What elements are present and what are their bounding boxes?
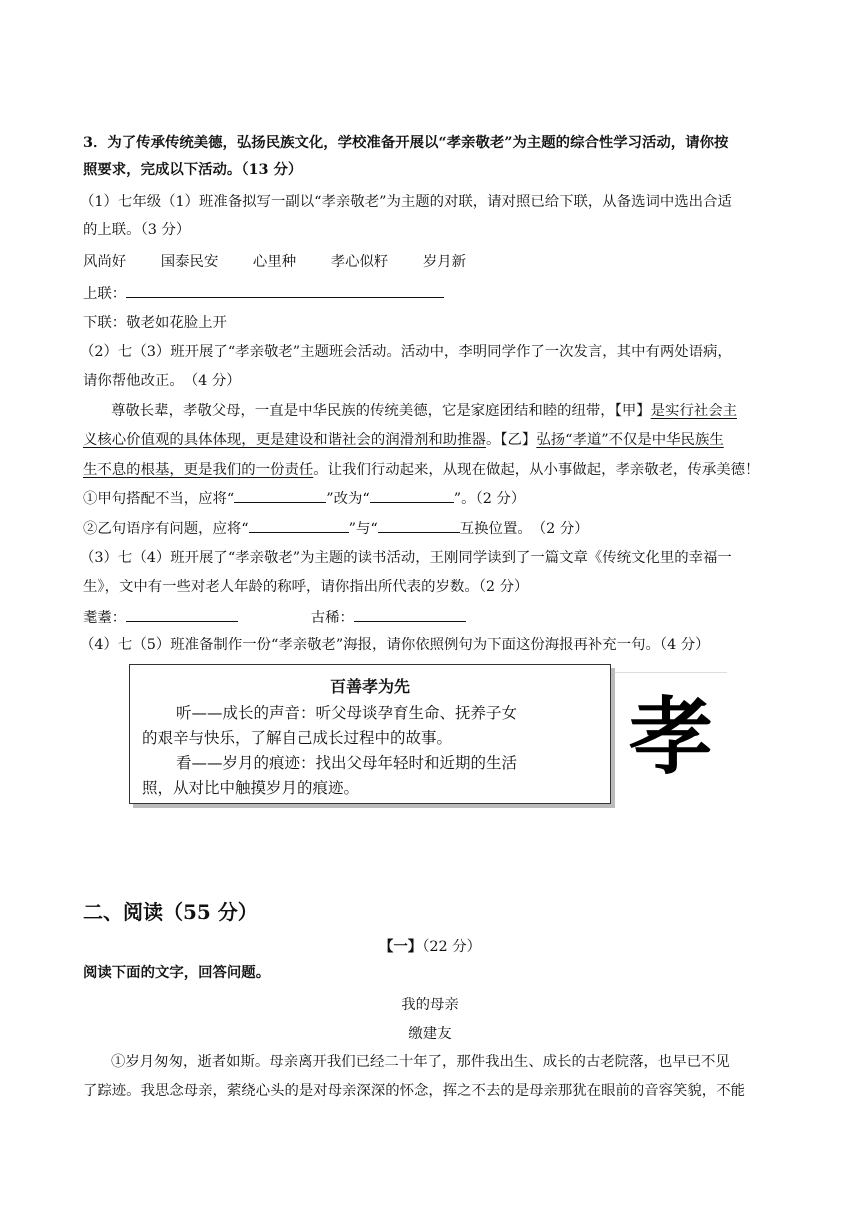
option-3: 心里种 bbox=[252, 254, 297, 270]
speech-underlined-yi: 弘扬“孝道”不仅是中华民族生 bbox=[536, 432, 724, 448]
article-title: 我的母亲 bbox=[401, 997, 459, 1013]
poster-title: 百善孝为先 bbox=[329, 677, 410, 696]
article-para1-line2: 了踪迹。我思念母亲，萦绕心头的是对母亲深深的怀念，挥之不去的是母亲那犹在眼前的音容笑貌，不能 bbox=[83, 1083, 745, 1099]
age-row bbox=[83, 607, 466, 628]
fix2-text: ②乙句语序有问题，应将“ bbox=[83, 521, 249, 537]
poster-body bbox=[142, 701, 602, 801]
poster-line1: 听——成长的声音：听父母谈孕育生命、抚养子女 bbox=[176, 704, 518, 722]
q3-part4-line1: （4）七（5）班准备制作一份“孝亲敬老”海报，请你依照例句为下面这份海报再补充一句。（4 分） bbox=[80, 637, 710, 653]
part-score: （22 分） bbox=[422, 939, 482, 955]
poster-line4: 照，从对比中触摸岁月的痕迹。 bbox=[142, 779, 360, 797]
q3-part3-line2: 生》，文中有一些对老人年龄的称呼，请你指出所代表的岁数。（2 分） bbox=[83, 579, 529, 595]
reading-instruction: 阅读下面的文字，回答问题。 bbox=[83, 964, 271, 981]
article-author: 缴建友 bbox=[408, 1026, 452, 1042]
poster-line3: 看——岁月的痕迹：找出父母年轻时和近期的生活 bbox=[176, 754, 518, 772]
xiao-character-image bbox=[614, 672, 727, 801]
speech-line1 bbox=[111, 401, 737, 421]
speech-text: 。【乙】 bbox=[485, 432, 537, 448]
couplet-options bbox=[83, 252, 466, 272]
speech-text: 尊敬长辈，孝敬父母，一直是中华民族的传统美德，它是家庭团结和睦的纽带，【甲】 bbox=[111, 403, 651, 419]
age1-blank[interactable] bbox=[126, 607, 238, 622]
q3-stem-line1: 3．为了传承传统美德，弘扬民族文化，学校准备开展以“孝亲敬老”为主题的综合性学习活动，请你按 bbox=[83, 134, 729, 151]
article-para1-line1: ①岁月匆匆，逝者如斯。母亲离开我们已经二十年了，那件我出生、成长的古老院落，也早已不见 bbox=[111, 1054, 730, 1070]
fix1-row bbox=[83, 488, 525, 509]
speech-line2 bbox=[83, 430, 724, 450]
age1-label: 耄耋： bbox=[83, 610, 127, 626]
speech-line3 bbox=[83, 460, 759, 480]
poster-line2: 的艰辛与快乐，了解自己成长过程中的故事。 bbox=[142, 729, 453, 747]
speech-text: 。让我们行动起来，从现在做起，从小事做起，孝亲敬老，传承美德！ bbox=[313, 462, 760, 478]
fix2-text: 互换位置。 （2 分） bbox=[459, 521, 589, 537]
option-4: 孝心似籽 bbox=[330, 254, 389, 270]
part-label: 【一】 bbox=[378, 938, 423, 955]
upper-couplet-blank[interactable] bbox=[126, 283, 444, 298]
q3-part3-line1: （3）七（4）班开展了“孝亲敬老”为主题的读书活动，王刚同学读到了一篇文章《传统文化里的幸福一 bbox=[80, 550, 732, 566]
q3-part2-line1: （2）七（3）班开展了“孝亲敬老”主题班会活动。活动中，李明同学作了一次发言，其中有两处语病， bbox=[80, 344, 732, 360]
q3-part2-line2: 请你帮他改正。 （4 分） bbox=[83, 373, 241, 389]
age2-label: 古稀： bbox=[310, 610, 354, 626]
age2-blank[interactable] bbox=[354, 607, 466, 622]
fix1-blank-b[interactable] bbox=[370, 488, 454, 503]
upper-couplet-row bbox=[83, 283, 444, 304]
fix1-text: ”改为“ bbox=[326, 491, 370, 507]
speech-underlined-jia: 是实行社会主 bbox=[650, 403, 738, 419]
xiao-character: 孝 bbox=[628, 688, 713, 786]
speech-underlined-jia: 义核心价值观的具体体现，更是建设和谐社会的润滑剂和助推器 bbox=[83, 432, 486, 448]
option-5: 岁月新 bbox=[422, 254, 467, 270]
fix2-row bbox=[83, 518, 589, 539]
lower-couplet: 下联：敬老如花脸上开 bbox=[83, 315, 227, 331]
q3-part1-line2: 的上联。（3 分） bbox=[83, 222, 191, 238]
fix2-text: ”与“ bbox=[348, 521, 378, 537]
q3-stem-line2: 照要求，完成以下活动。（13 分） bbox=[83, 161, 303, 178]
fix1-blank-a[interactable] bbox=[234, 488, 326, 503]
q3-part1-line1: （1）七年级（1）班准备拟写一副以“孝亲敬老”为主题的对联，请对照已给下联，从备选词中选出合适 bbox=[80, 194, 732, 210]
fix2-blank-a[interactable] bbox=[249, 518, 349, 533]
speech-underlined-yi: 生不息的根基，更是我们的一份责任 bbox=[83, 462, 314, 478]
fix2-blank-b[interactable] bbox=[378, 518, 460, 533]
reading-part-label bbox=[0, 935, 860, 956]
fix1-text: ”。（2 分） bbox=[453, 491, 526, 507]
option-2: 国泰民安 bbox=[160, 254, 219, 270]
option-1: 风尚好 bbox=[83, 254, 127, 270]
fix1-text: ①甲句搭配不当，应将“ bbox=[83, 491, 235, 507]
section-heading-reading: 二、阅读（55 分） bbox=[83, 900, 258, 924]
poster bbox=[129, 664, 611, 804]
upper-couplet-label: 上联： bbox=[83, 286, 127, 302]
